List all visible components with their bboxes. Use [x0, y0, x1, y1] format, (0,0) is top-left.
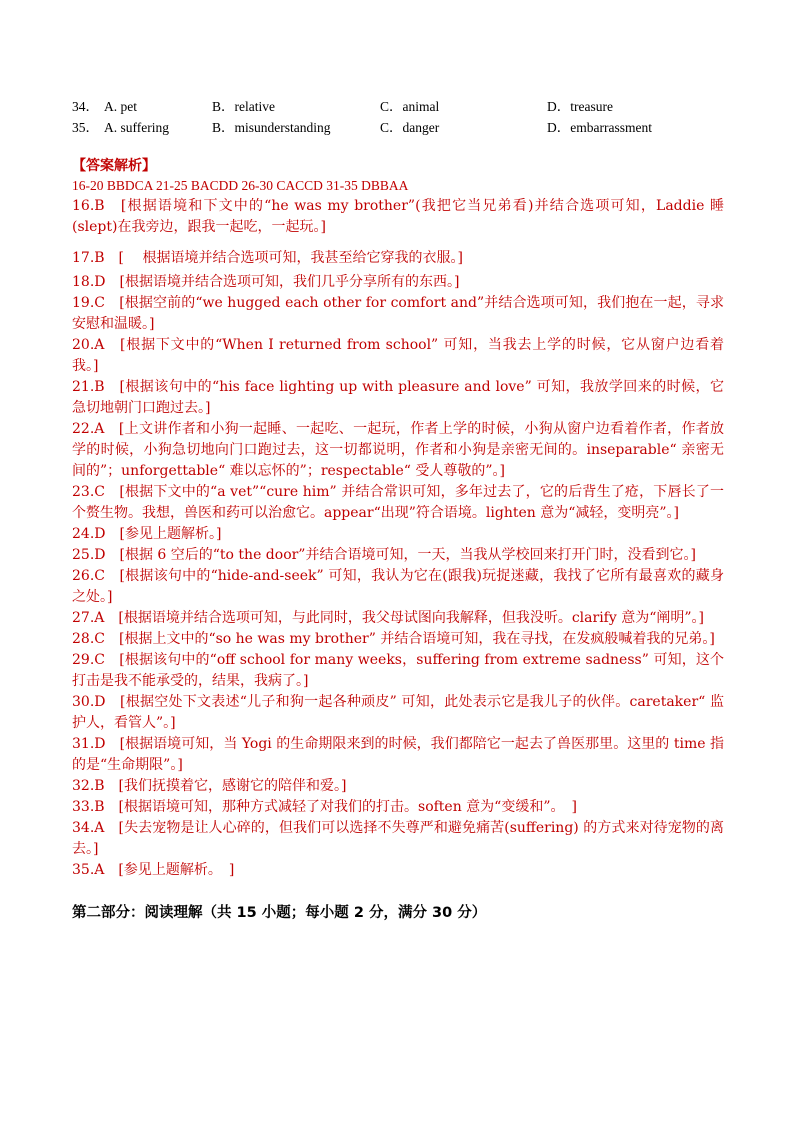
- explanation-item-32: 32.B [我们抚摸着它，感谢它的陪伴和爱。]: [72, 778, 347, 794]
- option-row-35: [72, 117, 724, 138]
- option-b: B．relative: [212, 99, 275, 114]
- explanation-item-27: 27.A [根据语境并结合选项可知，与此同时，我父母试图向我解释，但我没听。clarify 意为“阐明”。]: [72, 610, 704, 626]
- document-page: [72, 96, 724, 922]
- explanation-item-22: 22.A [上文讲作者和小狗一起睡、一起吃、一起玩，作者上学的时候，小狗从窗户边看着作者，作者放学的时候，小狗急切地向门口跑过去，这一切都说明，作者和小狗是亲密无间的。inseparable“ 亲密无间的”；unforgettable“ 难以忘怀的”；respectable“ 受人尊敬的”。]: [72, 421, 724, 479]
- explanation-item-30: 30.D [根据空处下文表述“儿子和狗一起各种顽皮” 可知，此处表示它是我儿子的伙伴。caretaker“ 监护人，看管人”。]: [72, 694, 724, 731]
- explanation-item-17: 17.B [ 根据语境并结合选项可知，我甚至给它穿我的衣服。]: [72, 250, 463, 266]
- part-two-title: 第二部分：阅读理解（共 15 小题；每小题 2 分，满分 30 分）: [72, 905, 487, 921]
- option-d: D．treasure: [547, 99, 613, 114]
- explanation-item-29: 29.C [根据该句中的“off school for many weeks，suffering from extreme sadness” 可知，这个打击是我不能承受的，结果，我病了。]: [72, 652, 724, 689]
- question-number: 34．: [72, 99, 99, 114]
- option-d: D．embarrassment: [547, 120, 652, 135]
- explanation-item-20: 20.A [根据下文中的“When I returned from school” 可知，当我去上学的时候，它从窗户边看着我。]: [72, 337, 724, 374]
- option-c: C．danger: [380, 120, 440, 135]
- explanation-item-35: 35.A [参见上题解析。 ]: [72, 862, 235, 878]
- options-block: [72, 96, 724, 138]
- option-a: A. suffering: [104, 120, 169, 135]
- explanation-item-34: 34.A [失去宠物是让人心碎的，但我们可以选择不失尊严和避免痛苦(suffering) 的方式来对待宠物的离去。]: [72, 820, 724, 857]
- question-number: 35．: [72, 120, 99, 135]
- option-b: B．misunderstanding: [212, 120, 331, 135]
- answer-analysis-heading: 【答案解析】: [72, 158, 156, 174]
- explanation-item-16: 16.B [根据语境和下文中的“he was my brother”(我把它当兄弟看)并结合选项可知，Laddie 睡(slept)在我旁边，跟我一起吃，一起玩。]: [72, 198, 724, 235]
- explanation-item-31: 31.D [根据语境可知，当 Yogi 的生命期限来到的时候，我们都陪它一起去了兽医那里。这里的 time 指的是“生命期限”。]: [72, 736, 724, 773]
- explanation-item-24: 24.D [参见上题解析。]: [72, 526, 222, 542]
- explanation-item-33: 33.B [根据语境可知，那种方式减轻了对我们的打击。soften 意为“变缓和”。 ]: [72, 799, 577, 815]
- option-a: A. pet: [104, 99, 137, 114]
- explanation-item-19: 19.C [根据空前的“we hugged each other for comfort and”并结合选项可知，我们抱在一起，寻求安慰和温暖。]: [72, 295, 724, 332]
- explanation-item-21: 21.B [根据该句中的“his face lighting up with pleasure and love” 可知，我放学回来的时候，它急切地朝门口跑过去。]: [72, 379, 724, 416]
- option-c: C．animal: [380, 99, 440, 114]
- explanation-item-26: 26.C [根据该句中的“hide-and-seek” 可知，我认为它在(跟我)玩捉迷藏，我找了它所有最喜欢的藏身之处。]: [72, 568, 724, 605]
- explanation-item-28: 28.C [根据上文中的“so he was my brother” 并结合语境可知，我在寻找，在发疯般喊着我的兄弟。]: [72, 631, 715, 647]
- explanation-item-18: 18.D [根据语境并结合选项可知，我们几乎分享所有的东西。]: [72, 274, 460, 290]
- option-row-34: [72, 96, 724, 117]
- explanation-item-23: 23.C [根据下文中的“a vet”“cure him” 并结合常识可知，多年过去了，它的后背生了疮，下唇长了一个赘生物。我想，兽医和药可以治愈它。appear“出现”符合语境。lighten 意为“减轻，变明亮”。]: [72, 484, 724, 521]
- explanation-item-25: 25.D [根据 6 空后的“to the door”并结合语境可知，一天，当我从学校回来打开门时，没看到它。]: [72, 547, 696, 563]
- answer-keys: 16-20 BBDCA 21-25 BACDD 26-30 CACCD 31-35 DBBAA: [72, 178, 409, 193]
